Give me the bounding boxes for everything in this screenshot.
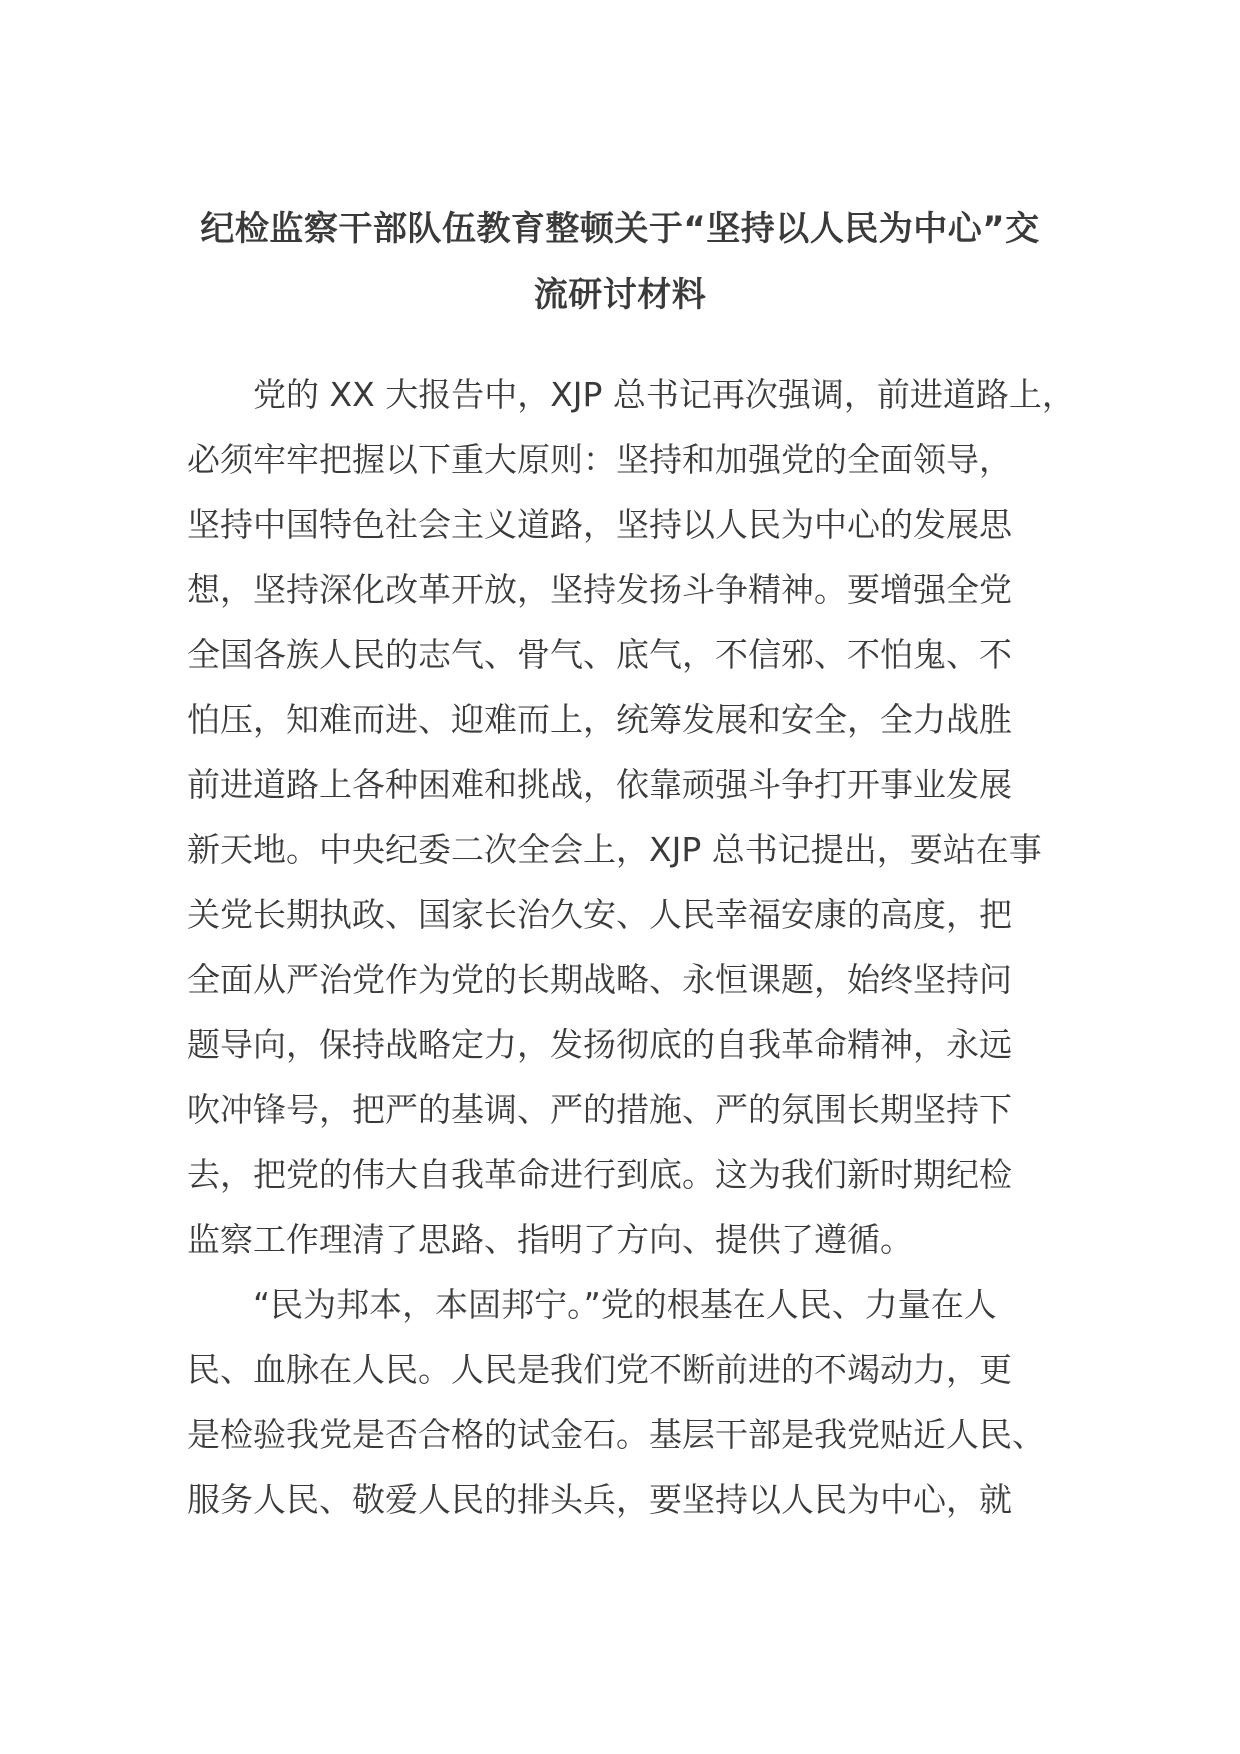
paragraph-1-line: 监察工作理清了思路、指明了方向、提供了遵循。 <box>187 1220 913 1259</box>
paragraph-1-line: 必须牢牢把握以下重大原则：坚持和加强党的全面领导， <box>187 440 1012 479</box>
paragraph-1-line: 前进道路上各种困难和挑战，依靠顽强斗争打开事业发展 <box>187 765 1012 804</box>
paragraph-1-line: 全国各族人民的志气、骨气、底气，不信邪、不怕鬼、不 <box>187 635 1012 674</box>
paragraph-2-line: 是检验我党是否合格的试金石。基层干部是我党贴近人民、 <box>187 1415 1045 1454</box>
paragraph-1-line: 吹冲锋号，把严的基调、严的措施、严的氛围长期坚持下 <box>187 1090 1012 1129</box>
paragraph-2-line: “民为邦本，本固邦宁。”党的根基在人民、力量在人 <box>253 1285 997 1324</box>
paragraph-1-line: 去，把党的伟大自我革命进行到底。这为我们新时期纪检 <box>187 1155 1012 1194</box>
paragraph-1-line: 全面从严治党作为党的长期战略、永恒课题，始终坚持问 <box>187 960 1012 999</box>
title-line: 纪检监察干部队伍教育整顿关于“坚持以人民为中心”交 <box>200 209 1040 249</box>
paragraph-2-line: 民、血脉在人民。人民是我们党不断前进的不竭动力，更 <box>187 1350 1012 1389</box>
paragraph-1-line: 想，坚持深化改革开放，坚持发扬斗争精神。要增强全党 <box>187 570 1012 609</box>
title-line: 流研讨材料 <box>533 275 707 315</box>
document-body <box>187 362 1077 1532</box>
paragraph-1-line: 新天地。中央纪委二次全会上，XJP 总书记提出，要站在事 <box>187 830 1042 869</box>
paragraph-1-line: 题导向，保持战略定力，发扬彻底的自我革命精神，永远 <box>187 1025 1012 1064</box>
paragraph-1-line: 怕压，知难而进、迎难而上，统筹发展和安全，全力战胜 <box>187 700 1012 739</box>
paragraph-2-line: 服务人民、敬爱人民的排头兵，要坚持以人民为中心，就 <box>187 1480 1012 1519</box>
paragraph-1-line: 党的 XX 大报告中，XJP 总书记再次强调，前进道路上， <box>253 375 1075 414</box>
paragraph-1-line: 坚持中国特色社会主义道路，坚持以人民为中心的发展思 <box>187 505 1012 544</box>
paragraph-1-line: 关党长期执政、国家长治久安、人民幸福安康的高度，把 <box>187 895 1012 934</box>
document-title <box>180 196 1060 328</box>
